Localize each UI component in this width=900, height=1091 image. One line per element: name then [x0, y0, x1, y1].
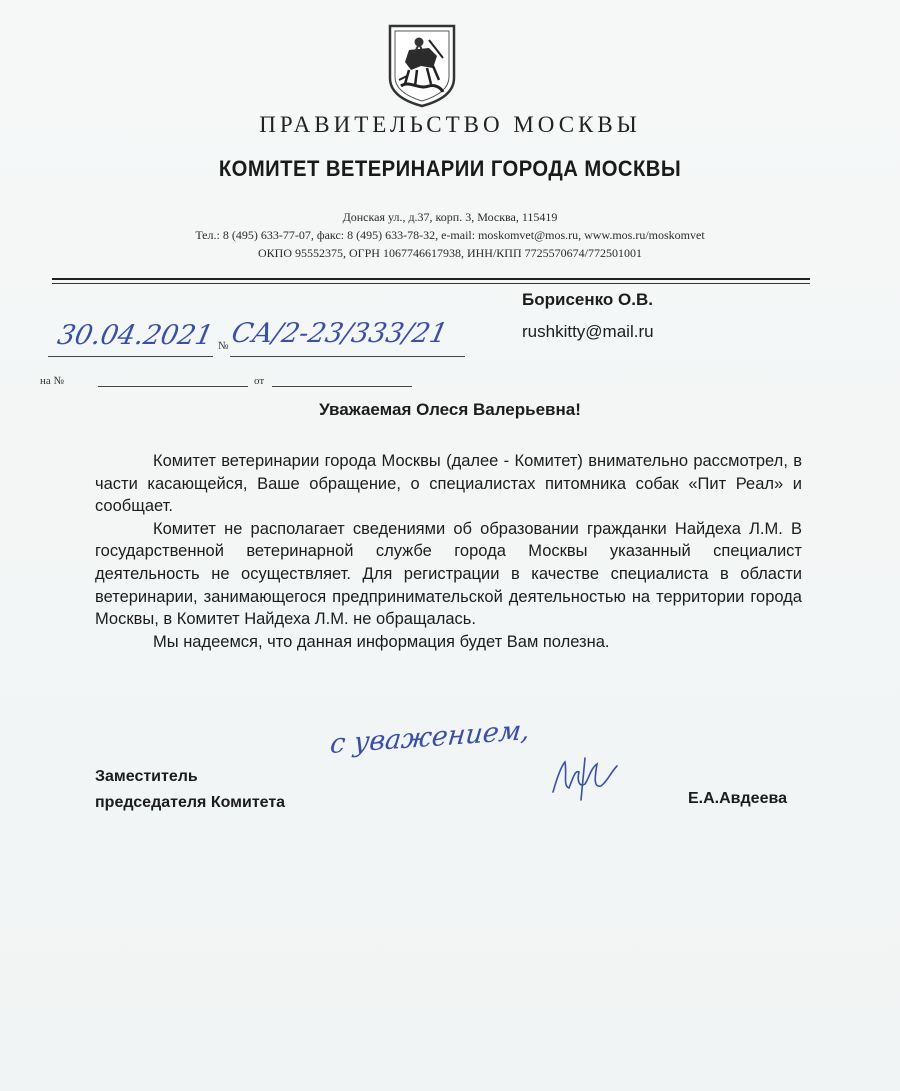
number-underline	[230, 356, 465, 357]
body-paragraph: Мы надеемся, что данная информация будет Вам полезна.	[153, 632, 610, 651]
handwritten-outgoing-number: СА/2-23/333/21	[228, 318, 451, 349]
reference-number-blank	[98, 386, 248, 387]
number-label: №	[218, 340, 229, 352]
address-line: Донская ул., д.37, корп. 3, Москва, 115419	[342, 210, 558, 224]
signatory-title	[95, 764, 285, 816]
reference-number-label: на №	[40, 375, 65, 387]
reference-date-blank	[272, 386, 412, 387]
body-paragraph: Комитет ветеринарии города Москвы (далее - Комитет) внимательно рассмотрел, в части касающейся, Ваше обращение, о специалистах питомника собак «Пит Реал» и сообщает.	[95, 452, 802, 516]
header-divider-thin	[52, 283, 810, 284]
header-divider	[52, 278, 810, 280]
government-title: ПРАВИТЕЛЬСТВО МОСКВЫ	[259, 112, 641, 137]
committee-title: КОМИТЕТ ВЕТЕРИНАРИИ ГОРОДА МОСКВЫ	[218, 156, 682, 181]
signatory-title-line: Заместитель	[95, 768, 198, 785]
salutation: Уважаемая Олеся Валерьевна!	[319, 400, 581, 419]
signatory-name: Е.А.Авдеева	[688, 790, 787, 807]
reference-date-label: от	[254, 375, 265, 387]
moscow-coat-of-arms-icon	[385, 22, 459, 108]
reference-line	[40, 372, 420, 392]
letter-body	[95, 450, 802, 653]
signature-icon	[545, 748, 625, 808]
handwritten-closing: с уважением,	[328, 714, 532, 761]
date-underline	[48, 356, 213, 357]
signatory-title-line: председателя Комитета	[95, 794, 286, 811]
registration-codes-line: ОКПО 95552375, ОГРН 1067746617938, ИНН/КПП 7725570674/772501001	[258, 246, 642, 260]
handwritten-date: 30.04.2021	[54, 320, 216, 351]
contacts-line: Тел.: 8 (495) 633-77-07, факс: 8 (495) 633-78-32, e-mail: moskomvet@mos.ru, www.mos.ru/moskomvet	[195, 228, 705, 242]
body-paragraph: Комитет не располагает сведениями об образовании гражданки Найдеха Л.М. В государственной ветеринарной службе города Москвы указанный специалист деятельность не осуществляет. Для регистрации в качестве специалиста в области ветеринарии, занимающегося предпринимательской деятельностью на территории города Москвы, в Комитет Найдеха Л.М. не обращалась.	[95, 519, 802, 629]
recipient-email: rushkitty@mail.ru	[522, 322, 654, 341]
registration-line	[40, 312, 480, 362]
recipient-name: Борисенко О.В.	[522, 290, 653, 309]
